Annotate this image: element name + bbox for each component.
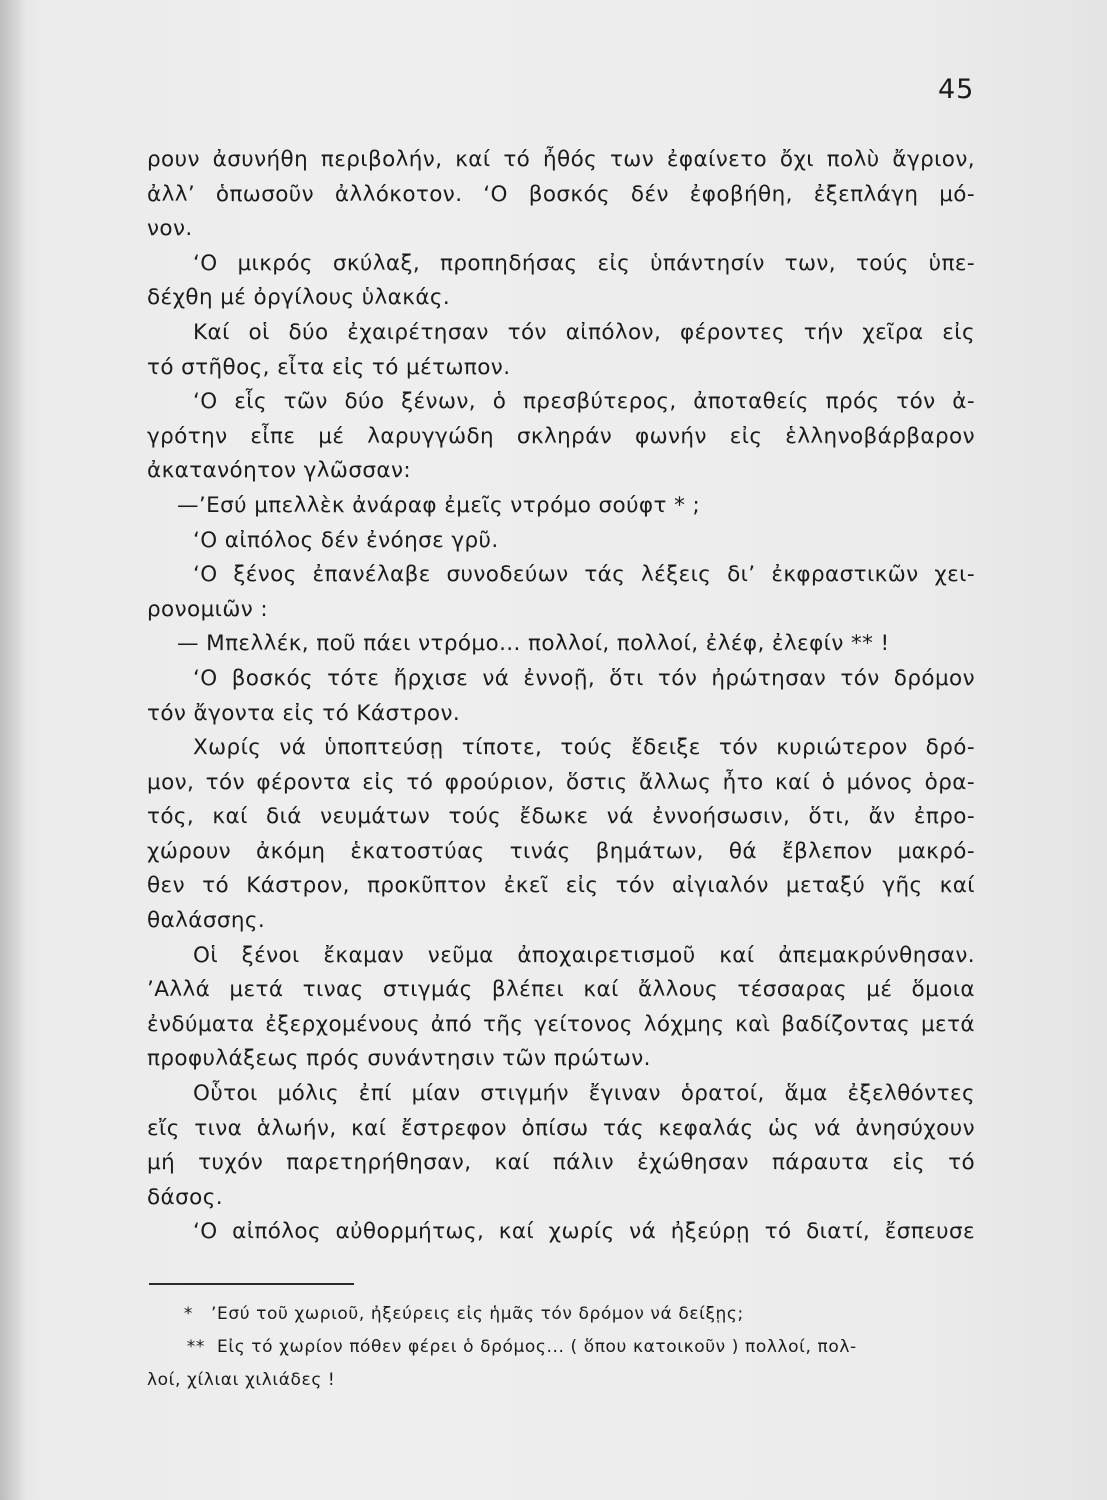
dialogue-line: — Μπελλέκ, ποῦ πάει ντρόμο... πολλοί, πολλοί, ἐλέφ, ἐλεφίν ** !: [177, 631, 890, 657]
footnote-text: ’Εσύ τοῦ χωριοῦ, ἠξεύρεις εἰς ἡμᾶς τόν δρόμον νά δείξῃς;: [211, 1304, 744, 1324]
text-line: Οἱ ξένοι ἔκαμαν νεῦμα ἀποχαιρετισμοῦ καί ἀπεμακρύνθησαν.: [193, 942, 975, 968]
text-line: ‘Ο εἷς τῶν δύο ξένων, ὁ πρεσβύτερος, ἀποταθείς πρός τόν ἀ-: [193, 389, 975, 415]
footnote-1: [147, 1298, 975, 1331]
footnote-marker: *: [183, 1304, 193, 1324]
footnote-2: [147, 1331, 975, 1364]
text-line: τόν ἄγοντα εἰς τό Κάστρον.: [147, 700, 461, 726]
text-line: ρουν ἀσυνήθη περιβολήν, καί τό ἦθός των ἐφαίνετο ὄχι πολὺ ἄγριον,: [147, 147, 975, 172]
text-line: ‘Ο αἰπόλος δέν ἐνόησε γρῦ.: [193, 527, 499, 553]
page-gutter-shadow: [0, 0, 26, 1500]
text-line: προφυλάξεως πρός συνάντησιν τῶν πρώτων.: [147, 1046, 651, 1072]
footnotes: [147, 1298, 975, 1397]
footnote-divider: [149, 1283, 354, 1285]
text-line: μή τυχόν παρετηρήθησαν, καί πάλιν ἐχώθησαν πάραυτα εἰς τό: [147, 1150, 975, 1176]
text-line: τός, καί διά νευμάτων τούς ἔδωκε νά ἐννοήσωσιν, ὅτι, ἄν ἐπρο-: [147, 804, 975, 830]
text-line: Χωρίς νά ὑποπτεύσῃ τίποτε, τούς ἔδειξε τόν κυριώτερον δρό-: [193, 735, 975, 761]
text-line: θαλάσσης.: [147, 908, 266, 934]
footnote-2-continued: λοί, χίλιαι χιλιάδες !: [147, 1370, 336, 1390]
text-line: εἴς τινα ἁλωήν, καί ἔστρεφον ὀπίσω τάς κεφαλάς ὡς νά ἀνησύχουν: [147, 1115, 975, 1141]
dialogue-line: —’Εσύ μπελλὲκ ἀνάραφ ἐμεῖς ντρόμο σούφτ * ;: [177, 492, 701, 518]
text-line: Οὗτοι μόλις ἐπί μίαν στιγμήν ἔγιναν ὁρατοί, ἅμα ἐξελθόντες: [193, 1081, 975, 1107]
text-line: δάσος.: [147, 1184, 223, 1210]
text-line: γρότην εἶπε μέ λαρυγγώδη σκληράν φωνήν εἰς ἑλληνοβάρβαρον: [147, 423, 975, 449]
text-line: τό στῆθος, εἶτα εἰς τό μέτωπον.: [147, 354, 511, 380]
text-line: ‘Ο αἰπόλος αὐθορμήτως, καί χωρίς νά ἠξεύρῃ τό διατί, ἔσπευσε: [193, 1219, 975, 1245]
body-text: [147, 143, 975, 1250]
text-line: δέχθη μέ ὀργίλους ὑλακάς.: [147, 285, 451, 311]
text-line: Καί οἱ δύο ἐχαιρέτησαν τόν αἰπόλον, φέροντες τήν χεῖρα εἰς: [193, 319, 975, 345]
text-line: θεν τό Κάστρον, προκῦπτον ἐκεῖ εἰς τόν αἰγιαλόν μεταξύ γῆς καί: [147, 873, 975, 899]
text-line: ‘Ο βοσκός τότε ἤρχισε νά ἐννοῇ, ὅτι τόν ἠρώτησαν τόν δρόμον: [193, 665, 975, 691]
text-line: ‘Ο μικρός σκύλαξ, προπηδήσας εἰς ὑπάντησίν των, τούς ὑπε-: [193, 250, 975, 276]
text-line: ρονομιῶν :: [147, 596, 269, 622]
text-line: χώρουν ἀκόμη ἑκατοστύας τινάς βημάτων, θά ἔβλεπον μακρό-: [147, 838, 975, 864]
text-line: μον, τόν φέροντα εἰς τό φρούριον, ὅστις ἄλλως ἦτο καί ὁ μόνος ὁρα-: [147, 769, 975, 795]
text-line: ‘Ο ξένος ἐπανέλαβε συνοδεύων τάς λέξεις δι’ ἐκφραστικῶν χει-: [193, 562, 975, 588]
text-line: νον.: [147, 216, 193, 242]
text-line: ’Αλλά μετά τινας στιγμάς βλέπει καί ἄλλους τέσσαρας μέ ὅμοια: [147, 977, 975, 1003]
text-line: ἐνδύματα ἐξερχομένους ἀπό τῆς γείτονος λόχμης καὶ βαδίζοντας μετά: [147, 1011, 975, 1037]
text-line: ἀλλ’ ὁπωσοῦν ἀλλόκοτον. ‘Ο βοσκός δέν ἐφοβήθη, ἐξεπλάγη μό-: [147, 181, 975, 207]
page-number: 45: [938, 74, 975, 105]
text-line: ἀκατανόητον γλῶσσαν:: [147, 458, 411, 484]
footnote-marker: **: [186, 1337, 205, 1357]
footnote-text: Εἰς τό χωρίον πόθεν φέρει ὁ δρόμος... ( ὅπου κατοικοῦν ) πολλοί, πολ-: [217, 1337, 857, 1357]
